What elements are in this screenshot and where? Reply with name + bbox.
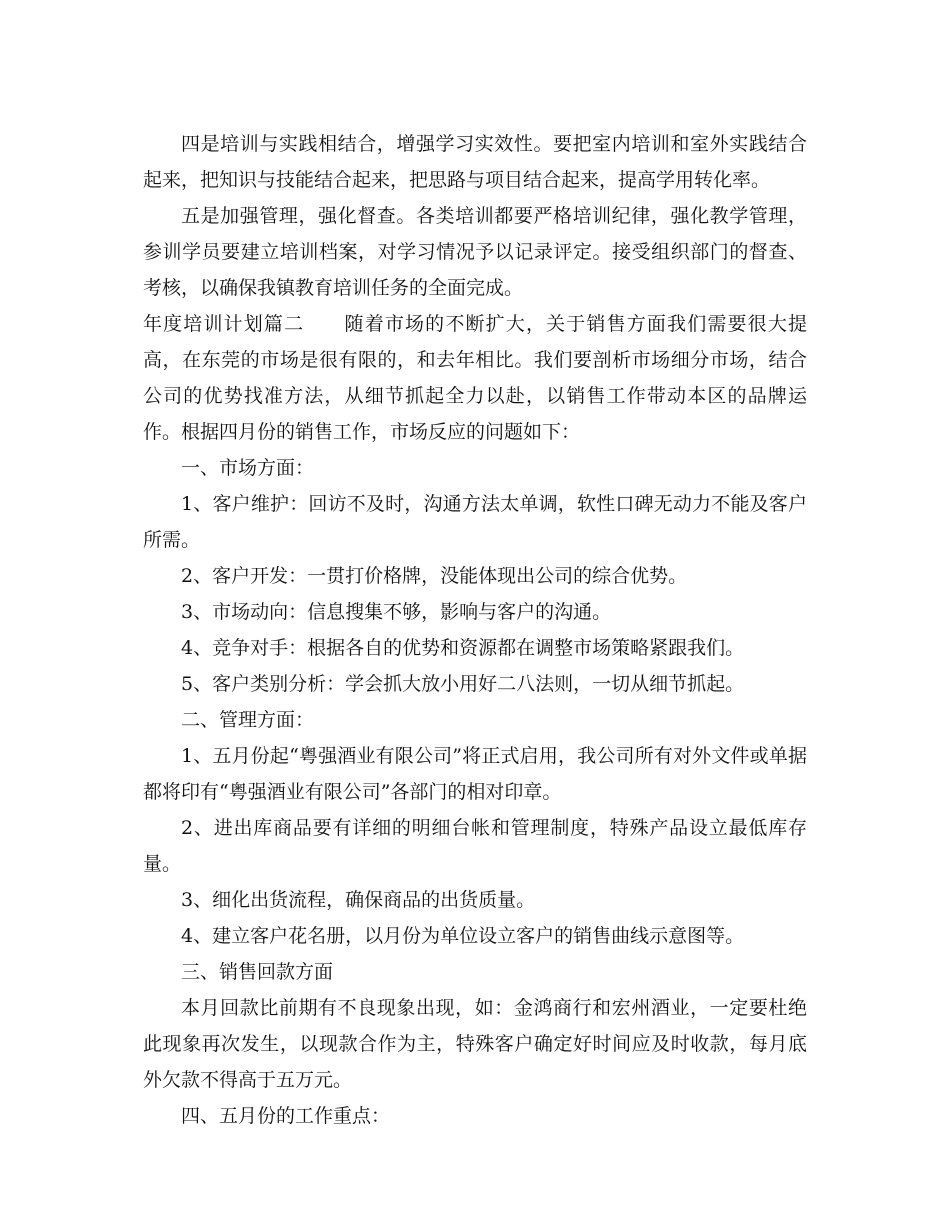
list-item-customer-development: 2、客户开发：一贯打价格牌，没能体现出公司的综合优势。 [181,565,688,587]
document-body [143,126,807,1134]
paragraph-training-practice: 四是培训与实践相结合，增强学习实效性。要把室内培训和室外实践结合起来，把知识与技能结合起来，把思路与项目结合起来，提高学用转化率。 [143,133,807,191]
heading-may-focus: 四、五月份的工作重点： [181,1105,391,1127]
heading-market: 一、市场方面： [181,457,315,479]
list-item-customer-roster: 4、建立客户花名册，以月份为单位设立客户的销售曲线示意图等。 [181,925,745,947]
list-item-customer-maintenance: 1、客户维护：回访不及时，沟通方法太单调，软性口碑无动力不能及客户所需。 [143,493,807,551]
heading-management: 二、管理方面： [181,709,315,731]
heading-sales-collection: 三、销售回款方面 [181,961,334,983]
list-item-shipping: 3、细化出货流程，确保商品的出货质量。 [181,889,536,911]
list-item-customer-category: 5、客户类别分析：学会抓大放小用好二八法则，一切从细节抓起。 [181,673,745,695]
list-item-competitors: 4、竞争对手：根据各自的优势和资源都在调整市场策略紧跟我们。 [181,637,745,659]
paragraph-management-supervision: 五是加强管理，强化督查。各类培训都要严格培训纪律，强化教学管理，参训学员要建立培训档案，对学习情况予以记录评定。接受组织部门的督查、考核，以确保我镇教育培训任务的全面完成。 [143,205,807,299]
list-item-market-trend: 3、市场动向：信息搜集不够，影响与客户的沟通。 [181,601,612,623]
list-item-inventory: 2、进出库商品要有详细的明细台帐和管理制度，特殊产品设立最低库存量。 [143,817,807,875]
paragraph-collection-issues: 本月回款比前期有不良现象出现，如：金鸿商行和宏州酒业，一定要杜绝此现象再次发生，以现款合作为主，特殊客户确定好时间应及时收款，每月底外欠款不得高于五万元。 [143,997,807,1091]
paragraph-annual-plan-intro: 年度培训计划篇二 随着市场的不断扩大，关于销售方面我们需要很大提高，在东莞的市场是很有限的，和去年相比。我们要剖析市场细分市场，结合公司的优势找准方法，从细节抓起全力以赴，以销售工作带动本区的品牌运作。根据四月份的销售工作，市场反应的问题如下： [143,313,807,443]
list-item-company-name: 1、五月份起“粤强酒业有限公司”将正式启用，我公司所有对外文件或单据都将印有“粤强酒业有限公司”各部门的相对印章。 [143,745,807,803]
